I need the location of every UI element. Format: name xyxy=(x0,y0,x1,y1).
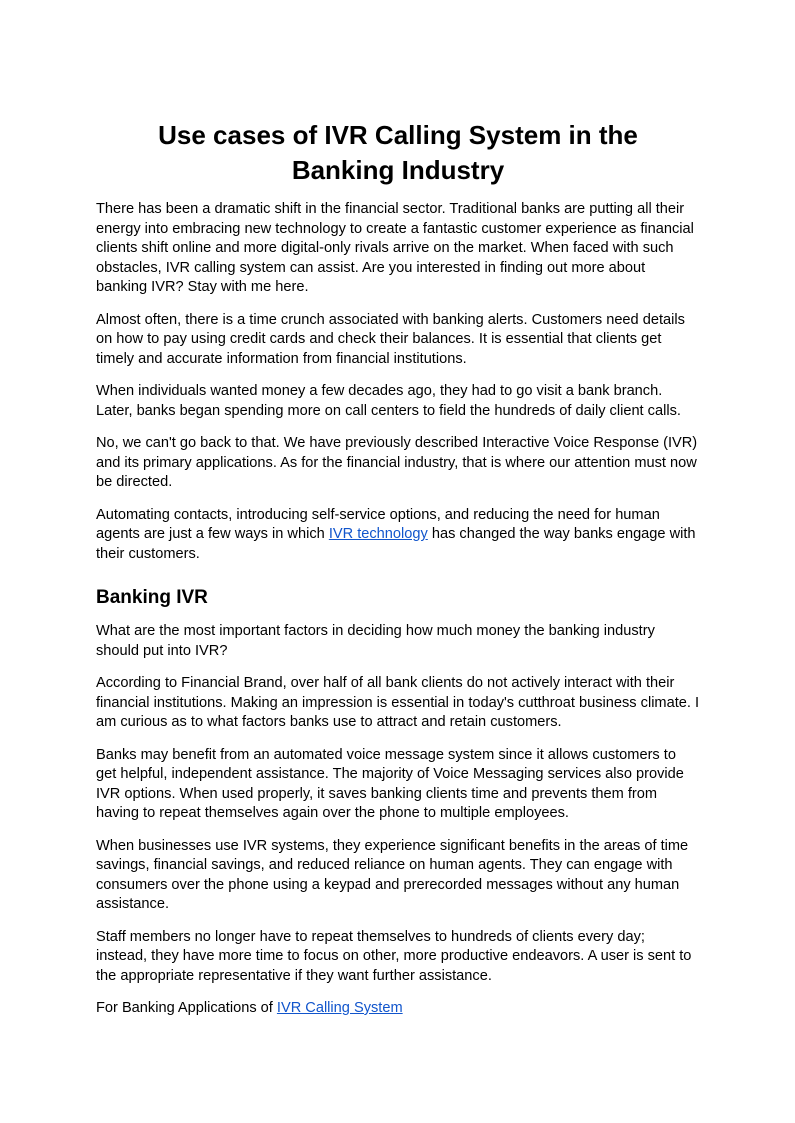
paragraph-automating-text-before: Automating contacts, introducing self-service options, and reducing the need for human agents are just a few ways in which xyxy=(96,506,660,542)
paragraph-banking-2: According to Financial Brand, over half of all bank clients do not actively interact with their financial institutions. Making an impression is essential in today's cutthroat business climate. I am curious as to what factors banks use to attract and retain customers. xyxy=(96,675,700,730)
paragraph-automating-text-after: has changed the way banks engage with their customers. xyxy=(96,526,696,562)
paragraph-intro-3: When individuals wanted money a few decades ago, they had to go visit a bank branch. Later, banks began spending more on call centers to field the hundreds of daily client calls. xyxy=(96,383,681,419)
document-page xyxy=(96,118,700,1032)
paragraph-intro-2: Almost often, there is a time crunch associated with banking alerts. Customers need details on how to pay using credit cards and check their balances. It is essential that clients get timely and accurate information from financial institutions. xyxy=(96,311,685,367)
section-heading-banking-ivr: Banking IVR xyxy=(96,587,208,608)
paragraph-automating xyxy=(96,506,700,565)
paragraph-final xyxy=(96,999,700,1019)
paragraph-final-text: For Banking Applications of xyxy=(96,1000,277,1016)
paragraph-intro-4: No, we can't go back to that. We have previously described Interactive Voice Response (IVR) and its primary applications. As for the financial industry, that is where our attention must now be directed. xyxy=(96,435,698,490)
paragraph-banking-3: Banks may benefit from an automated voice message system since it allows customers to get helpful, independent assistance. The majority of Voice Messaging services also provide IVR options. When used properly, it saves banking clients time and prevents them from having to repeat themselves again over the phone to multiple employees. xyxy=(96,746,684,821)
paragraph-banking-1: What are the most important factors in deciding how much money the banking industry should put into IVR? xyxy=(96,623,655,659)
ivr-technology-link[interactable]: IVR technology xyxy=(328,526,428,542)
paragraph-banking-5: Staff members no longer have to repeat themselves to hundreds of clients every day; instead, they have more time to focus on other, more productive endeavors. A user is sent to the appropriate representative if they want further assistance. xyxy=(96,928,692,984)
paragraph-intro-1: There has been a dramatic shift in the financial sector. Traditional banks are putting all their energy into embracing new technology to create a fantastic customer experience as financial clients shift online and more digital-only rivals arrive on the market. When faced with such obstacles, IVR calling system can assist. Are you interested in finding out more about banking IVR? Stay with me here. xyxy=(96,201,694,295)
ivr-calling-system-link[interactable]: IVR Calling System xyxy=(276,1000,403,1016)
paragraph-banking-4: When businesses use IVR systems, they experience significant benefits in the areas of time savings, financial savings, and reduced reliance on human agents. They can engage with consumers over the phone using a keypad and prerecorded messages without any human assistance. xyxy=(96,837,689,912)
document-title: Use cases of IVR Calling System in the Banking Industry xyxy=(158,120,638,185)
